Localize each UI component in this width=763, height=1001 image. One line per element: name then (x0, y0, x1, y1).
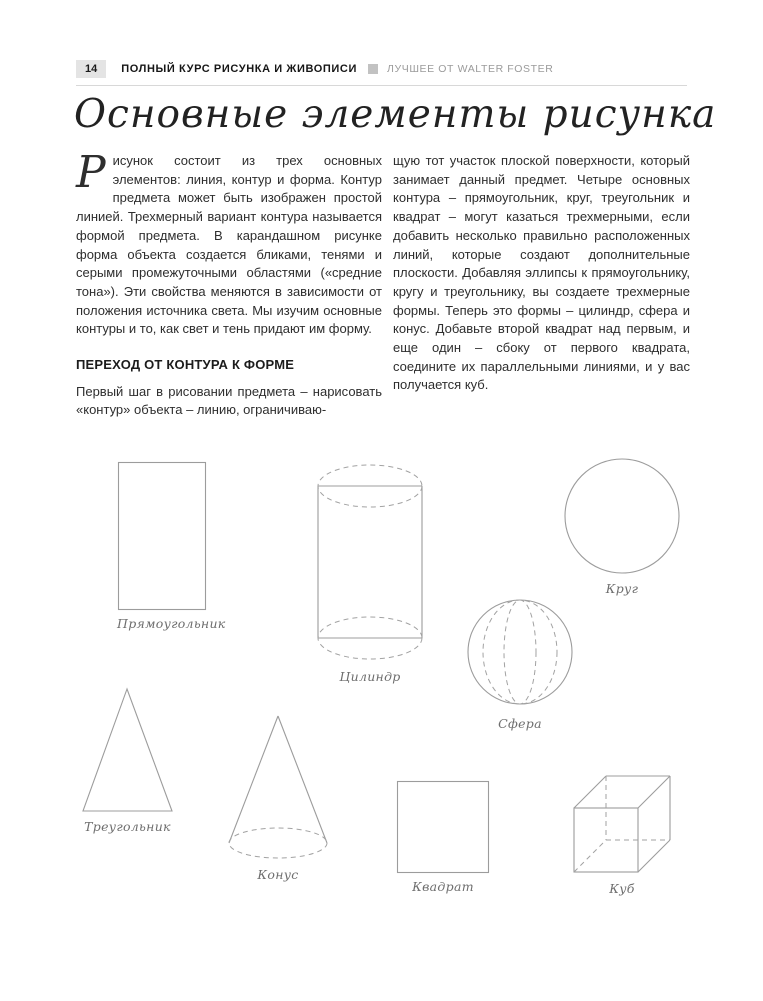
figure-label-triangle: Треугольник (84, 819, 171, 834)
drop-cap: Р (76, 147, 106, 198)
figure-label-rectangle: Прямоугольник (117, 616, 226, 631)
page-title: Основные элементы рисунка (74, 92, 717, 137)
intro-paragraph-text: исунок состоит из трех основных элементов: линия, контур и форма. Контур предмета может быть изображен простой линией. Трехмерный вариант контура называется формой предмета. В карандашном рисунке форма объекта создается бликами, тенями и серыми промежуточными областями («средние тона»). Эти свойства меняются в зависимости от положения источника света. Мы изучим основные контуры и то, как свет и тень придают им форму. (76, 153, 382, 337)
series-title: ЛУЧШЕЕ ОТ WALTER FOSTER (386, 63, 554, 75)
figure-square (396, 780, 490, 894)
sphere-shape (466, 596, 574, 711)
figure-triangle (80, 686, 175, 834)
figure-cone (225, 712, 331, 882)
figure-label-cube: Куб (609, 881, 635, 896)
figure-rectangle (117, 461, 226, 631)
figure-label-circle: Круг (605, 581, 639, 596)
page-number: 14 (76, 60, 106, 78)
cube-shape (570, 772, 674, 876)
section-paragraph-start: Первый шаг в рисовании предмета – нарисовать «контур» объекта – линию, ограничиваю- (76, 383, 382, 418)
triangle-shape (80, 686, 175, 814)
figure-label-square: Квадрат (412, 879, 474, 894)
figure-label-sphere: Сфера (498, 716, 542, 731)
section-paragraph-continued: щую тот участок плоской поверхности, который занимает данный предмет. Четыре основных контура – прямоугольник, круг, треугольник и квадрат – могут казаться трехмерными, если добавить несколько правильно расположенных линий, которые создают дополнительные плоскости. Добавляя эллипсы к прямоугольнику, кругу и треугольнику, вы создаете трехмерные формы. Теперь это формы – цилиндр, сфера и конус. Добавьте второй квадрат над первым, и еще один – сбоку от первого квадрата, соедините их параллельными линиями, и у вас получается куб. (393, 153, 690, 393)
rectangle-shape (117, 461, 207, 611)
figure-cube (570, 772, 674, 896)
cone-shape (225, 712, 331, 862)
book-title: ПОЛНЫЙ КУРС РИСУНКА И ЖИВОПИСИ (121, 63, 357, 75)
section-heading: ПЕРЕХОД ОТ КОНТУРА К ФОРМЕ (76, 357, 295, 373)
figure-cylinder (314, 460, 426, 684)
figure-sphere (466, 596, 574, 731)
figure-label-cone: Конус (257, 867, 299, 882)
figure-label-cylinder: Цилиндр (339, 669, 401, 684)
circle-shape (563, 456, 681, 576)
cylinder-shape (314, 460, 426, 664)
figure-circle (563, 456, 681, 596)
square-shape (396, 780, 490, 874)
